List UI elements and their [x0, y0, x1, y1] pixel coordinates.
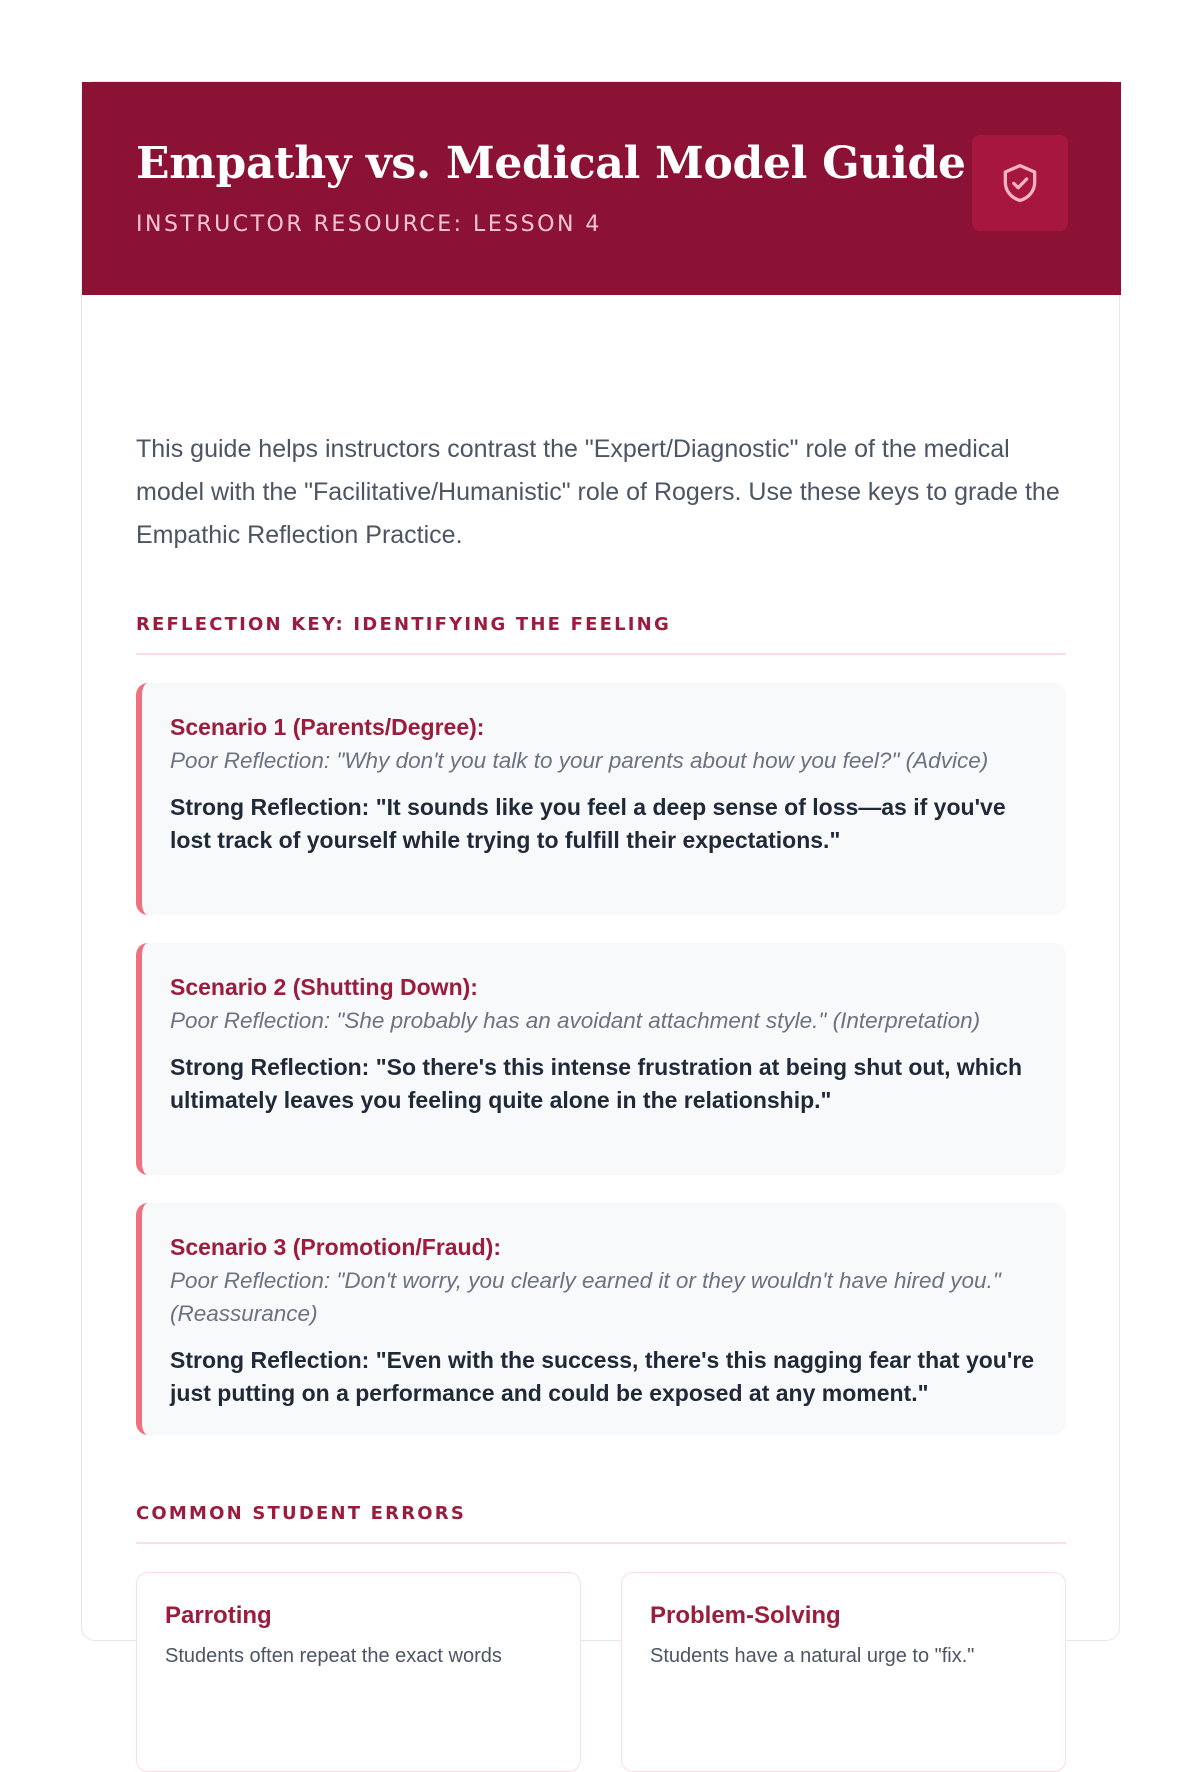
scenario-card	[136, 683, 1066, 915]
scenario-card	[136, 1203, 1066, 1435]
section-divider	[136, 653, 1066, 655]
strong-reflection: Strong Reflection: "It sounds like you feel a deep sense of loss—as if you've lost track of yourself while trying to fulfill their expectations."	[170, 794, 1006, 853]
reflection-key-heading: REFLECTION KEY: IDENTIFYING THE FEELING	[136, 614, 671, 635]
shield-check-icon	[998, 158, 1042, 208]
intro-paragraph: This guide helps instructors contrast the "Expert/Diagnostic" role of the medical model with the "Facilitative/Humanistic" role of Rogers. Use these keys to grade the Empathic Reflection Practice.	[136, 435, 1060, 549]
error-title: Parroting	[165, 1602, 272, 1629]
error-description: Students have a natural urge to "fix."	[650, 1645, 975, 1667]
poor-reflection: Poor Reflection: "Don't worry, you clearly earned it or they wouldn't have hired you." (Reassurance)	[170, 1268, 1001, 1326]
page-title: Empathy vs. Medical Model Guide	[136, 138, 966, 189]
strong-reflection: Strong Reflection: "So there's this intense frustration at being shut out, which ultimately leaves you feeling quite alone in the relationship."	[170, 1054, 1023, 1113]
scenario-card	[136, 943, 1066, 1175]
strong-reflection: Strong Reflection: "Even with the success, there's this nagging fear that you're just putting on a performance and could be exposed at any moment."	[170, 1347, 1035, 1406]
error-title: Problem-Solving	[650, 1602, 841, 1629]
scenario-title: Scenario 3 (Promotion/Fraud):	[170, 1234, 501, 1260]
error-description: Students often repeat the exact words	[165, 1645, 502, 1667]
common-errors-heading: COMMON STUDENT ERRORS	[136, 1503, 467, 1524]
scenario-title: Scenario 1 (Parents/Degree):	[170, 714, 485, 740]
error-card-problem-solving	[621, 1572, 1066, 1772]
shield-badge	[972, 135, 1068, 231]
page-subtitle: INSTRUCTOR RESOURCE: LESSON 4	[136, 212, 602, 237]
guide-card	[81, 81, 1120, 1667]
poor-reflection: Poor Reflection: "Why don't you talk to your parents about how you feel?" (Advice)	[170, 748, 989, 773]
section-divider	[136, 1542, 1066, 1544]
guide-header	[82, 82, 1121, 295]
error-card-parroting	[136, 1572, 581, 1772]
poor-reflection: Poor Reflection: "She probably has an avoidant attachment style." (Interpretation)	[170, 1008, 981, 1033]
scenario-title: Scenario 2 (Shutting Down):	[170, 974, 478, 1000]
